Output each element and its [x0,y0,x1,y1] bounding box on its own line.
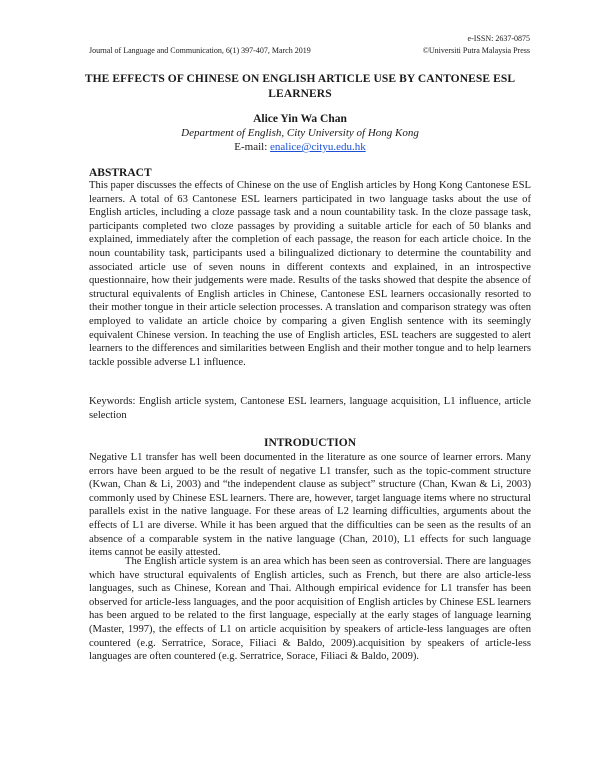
introduction-paragraph-2 [89,555,531,664]
abstract-heading: ABSTRACT [89,167,152,179]
header-issn: e-ISSN: 2637-0875 [467,34,530,43]
header-press: ©Universiti Putra Malaysia Press [422,46,530,55]
header-journal-citation: Journal of Language and Communication, 6(1) 397-407, March 2019 [89,46,311,55]
abstract-text: This paper discusses the effects of Chinese on the use of English articles by Hong Kong Cantonese ESL learners. A total of 63 Cantonese ESL learners participated in two language tasks about the use of English articles, including a cloze passage task and a noun countability task. In the cloze passage task, participants completed two cloze passages by providing a suitable article for each of 50 blanks and explained, immediately after the completion of each passage, the reason for each article choice. In the noun countability task, participants used a bilingualized dictionary to determine the countability and associated article use of seven nouns in different contexts and explained, in an introspective questionnaire, how their judgements were made. Results of the tasks showed that despite the absence of structural equivalents of English articles in Chinese, Cantonese ESL learners occasionally resorted to their mother tongue in their article selection processes. A translation and comparison strategy was often employed to validate an article choice by comparing a given English sentence with its seemingly equivalent Chinese version. In teaching the use of English articles, ESL teachers are suggested to alert learners to the differences and similarities between English and their mother tongue and to help learners tackle possible adverse L1 influence. [89,180,531,368]
email-link[interactable]: enalice@cityu.edu.hk [270,141,366,153]
paper-title: THE EFFECTS OF CHINESE ON ENGLISH ARTICLE USE BY CANTONESE ESL LEARNERS [84,73,516,100]
email-label: E-mail: [234,141,271,153]
introduction-heading: INTRODUCTION [263,437,356,449]
introduction-paragraph-1: Negative L1 transfer has well been documented in the literature as one source of learner errors. Many errors have been argued to be the result of negative L1 transfer, such as the topic-comment structure (Kwan, Chan & Li, 2003) and “the independent clause as subject” structure (Chan, Kwan & Li, 2003) commonly used by Chinese ESL learners. There are, however, target language items where no structural parallels exist in the native language. For these areas of L2 learning difficulties, arguments about the effects of L1 are diverse. While it has been argued that the difficulties can be seen as the results of an absence of a comparable system in the native language (Chan, 2010), L1 effects for such language items cannot be easily attested. [89,452,531,559]
keywords: Keywords: English article system, Cantonese ESL learners, language acquisition, L1 influence, article selection [89,396,531,421]
author-affiliation: Department of English, City University of Hong Kong [181,127,419,139]
introduction-paragraph-2-text: The English article system is an area which has been seen as controversial. There are languages which have structural equivalents of English articles, such as French, but there are also article-less languages, such as Chinese, Korean and Thai. Although empirical evidence for L1 transfer has been observed for article-less languages, and the poor acquisition of English articles by Chinese ESL learners has been argued to be related to the first language, especially at the early stages of language learning (Master, 1997), the effects of L1 on article acquisition by speakers of article-less languages are often countered (e.g. Serratrice, Sorace, Filiaci & Baldo, 2009).acquisition by speakers of article-less languages are often countered (e.g. Serratrice, Sorace, Filiaci & Baldo, 2009). [89,556,531,663]
author-email-line [80,140,520,154]
author-name: Alice Yin Wa Chan [253,113,347,125]
